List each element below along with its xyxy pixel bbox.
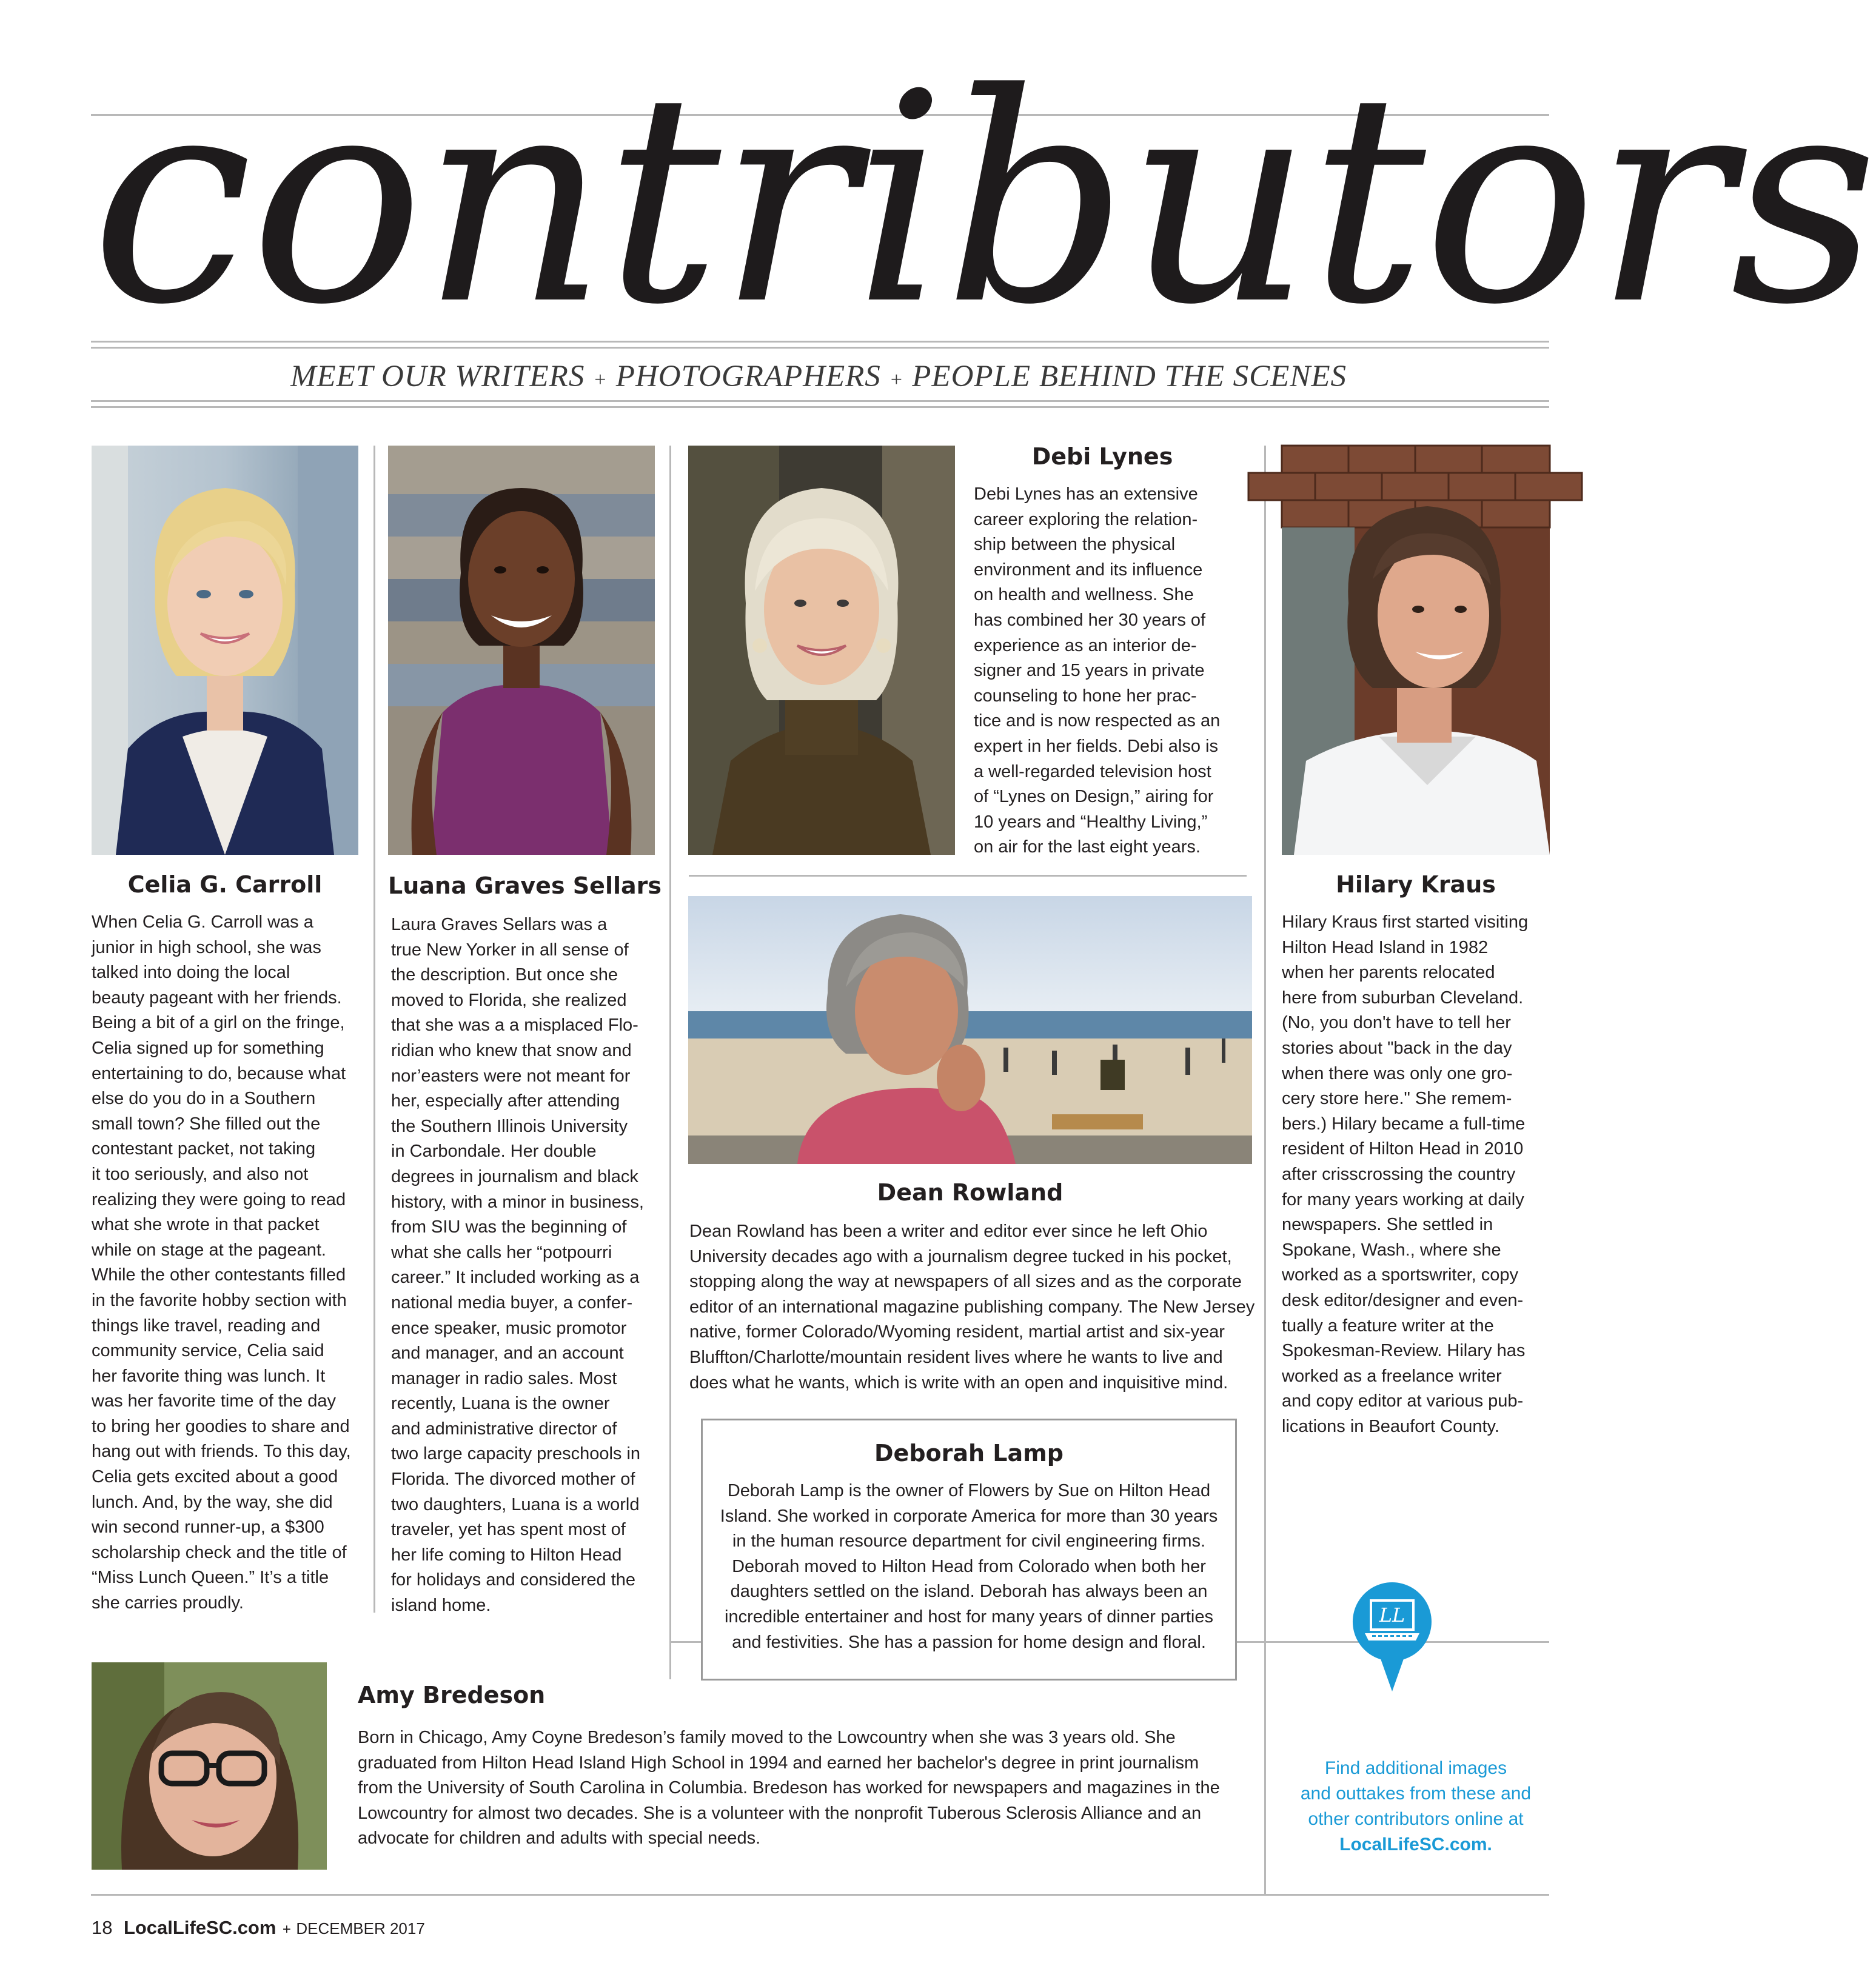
column-divider-3 <box>1264 446 1266 1895</box>
debi-dean-divider <box>689 875 1247 877</box>
celia-name: Celia G. Carroll <box>127 871 323 898</box>
celia-portrait-image <box>92 446 358 855</box>
subtitle-rule-2 <box>91 406 1549 408</box>
debi-portrait-image <box>688 446 955 855</box>
debi-bio: Debi Lynes has an extensive career exploring the relation- ship between the physical environment and its influence on health and wellness. She has combined her 30 years of experience as an interior de- signer and 15 years in private counseling to hone her prac- tice and is now respected as an expert in her fields. Debi also is a well-regarded television host of “Lynes on Design,” airing for 10 years and “Healthy Living,” on air for the last eight years. <box>974 484 1221 857</box>
luana-bio: Laura Graves Sellars was a true New Yorker in all sense of the description. But once she moved to Florida, she realized that she was a a misplaced Flo- ridian who knew that snow and nor’easters were not meant for her, especially after attending the Southern Illinois University in Carbondale. Her double degrees in journalism and black history, with a minor in business, from SIU was the beginning of what she calls her “potpourri career.” It included working as a national media buyer, a confer- ence speaker, music promotor and manager, and an account manager in radio sales. Most recently, Luana is the owner and administrative director of two large capacity preschools in Florida. The divorced mother of two daughters, Luana is a world traveler, yet has spent most of her life coming to Hilton Head for holidays and considered the island home. <box>391 915 644 1616</box>
footer-issue: DECEMBER 2017 <box>296 1919 425 1938</box>
subtitle-writers: MEET OUR WRITERS <box>290 360 585 393</box>
debi-name: Debi Lynes <box>1031 443 1173 470</box>
callout-text: Find additional images and outtakes from these and other contributors online at <box>1300 1758 1532 1829</box>
locallife-laptop-icon <box>1353 1582 1432 1691</box>
dean-beach-image <box>688 896 1252 1164</box>
hilary-bio: Hilary Kraus first started visiting Hilton Head Island in 1982 when her parents relocated here from suburban Cleveland. (No, you don't have to tell her stories about "back in the day when there was only one gro- cery store here." She remem- bers.) Hilary became a full-time resident of Hilton Head in 2010 after crisscrossing the country for many years working at daily newspapers. She settled in Spokane, Wash., where she worked as a sportswriter, copy desk editor/designer and even- tually a feature writer at the Spokesman-Review. Hilary has worked as a freelance writer and copy editor at various pub- lications in Beaufort County. <box>1282 912 1529 1436</box>
luana-photo <box>388 446 655 855</box>
callout-link[interactable] <box>1282 1807 1549 1858</box>
subtitle-photographers: PHOTOGRAPHERS <box>615 360 881 393</box>
luana-portrait-image <box>388 446 655 855</box>
column-divider-1 <box>374 446 375 1613</box>
deborah-bio: Deborah Lamp is the owner of Flowers by Sue on Hilton Head Island. She worked in corporate America for more than 30 years in the human resource department for civil engineering firms. Deborah moved to Hilton Head from Colorado when both her daughters settled on the island. Deborah has always been an incredible entertainer and host for many years of dinner parties and festivities. She has a passion for home design and floral. <box>720 1481 1218 1652</box>
hilary-photo <box>1282 446 1550 855</box>
footer <box>92 1916 425 1940</box>
deborah-name: Deborah Lamp <box>874 1440 1064 1467</box>
dean-photo <box>688 896 1252 1164</box>
amy-portrait-image <box>92 1662 327 1870</box>
amy-photo <box>92 1662 327 1870</box>
footer-separator: + <box>282 1921 291 1938</box>
locallife-logo-text: LL <box>1379 1604 1405 1627</box>
celia-bio: When Celia G. Carroll was a junior in high school, she was talked into doing the local beauty pageant with her friends. Being a bit of a girl on the fringe, Celia signed up for something entertaining to do, because what else do you do in a Southern small town? She filled out the contestant packet, not taking it too seriously, and also not realizing they were going to read what she wrote in that packet while on stage at the pageant. While the other contestants filled in the favorite hobby section with things like travel, reading and community service, Celia said her favorite thing was lunch. It was her favorite time of the day to bring her goodies to share and hang out with friends. To this day, Celia gets excited about a good lunch. And, by the way, she did win second runner-up, a $300 scholarship check and the title of “Miss Lunch Queen.” It’s a title she carries proudly. <box>92 912 351 1613</box>
footer-rule <box>91 1894 1549 1896</box>
amy-bio: Born in Chicago, Amy Coyne Bredeson’s family moved to the Lowcountry when she was 3 years old. She graduated from Hilton Head Island High School in 1994 and earned her bachelor's degree in print journalism from the University of South Carolina in Columbia. Bredeson has worked for newspapers and magazines in the Lowcountry for almost two decades. She is a volunteer with the nonprofit Tuberous Sclerosis Alliance and an advocate for children and adults with special needs. <box>358 1728 1220 1848</box>
laptop-pin-icon <box>1353 1582 1432 1691</box>
amy-top-rule-left <box>669 1641 701 1643</box>
page-subtitle <box>91 355 1546 398</box>
dean-bio: Dean Rowland has been a writer and editor ever since he left Ohio University decades ago with a journalism degree tucked in his pocket, stopping along the way at newspapers of all sizes and as the corporate editor of an international magazine publishing company. The New Jersey native, former Colorado/Wyoming resident, martial artist and six-year Bluffton/Charlotte/mountain resident lives where he wants to live and does what he wants, which is write with an open and inquisitive mind. <box>689 1222 1255 1393</box>
dean-name: Dean Rowland <box>877 1179 1064 1206</box>
subtitle-plus-1: + <box>593 369 608 391</box>
page-title: contributors <box>91 32 1876 368</box>
debi-photo <box>688 446 955 855</box>
hilary-portrait-image <box>1282 446 1550 855</box>
column-divider-2 <box>669 446 671 1679</box>
amy-name: Amy Bredeson <box>358 1682 546 1708</box>
subtitle-plus-2: + <box>889 369 904 391</box>
footer-site[interactable]: LocalLifeSC.com <box>123 1917 276 1938</box>
subtitle-people: PEOPLE BEHIND THE SCENES <box>912 360 1347 393</box>
callout-link-text[interactable]: LocalLifeSC.com. <box>1339 1835 1492 1855</box>
page-number: 18 <box>92 1917 113 1938</box>
hilary-name: Hilary Kraus <box>1336 871 1496 898</box>
luana-name: Luana Graves Sellars <box>388 872 662 899</box>
subtitle-rule-1 <box>91 400 1549 402</box>
celia-photo <box>92 446 358 855</box>
